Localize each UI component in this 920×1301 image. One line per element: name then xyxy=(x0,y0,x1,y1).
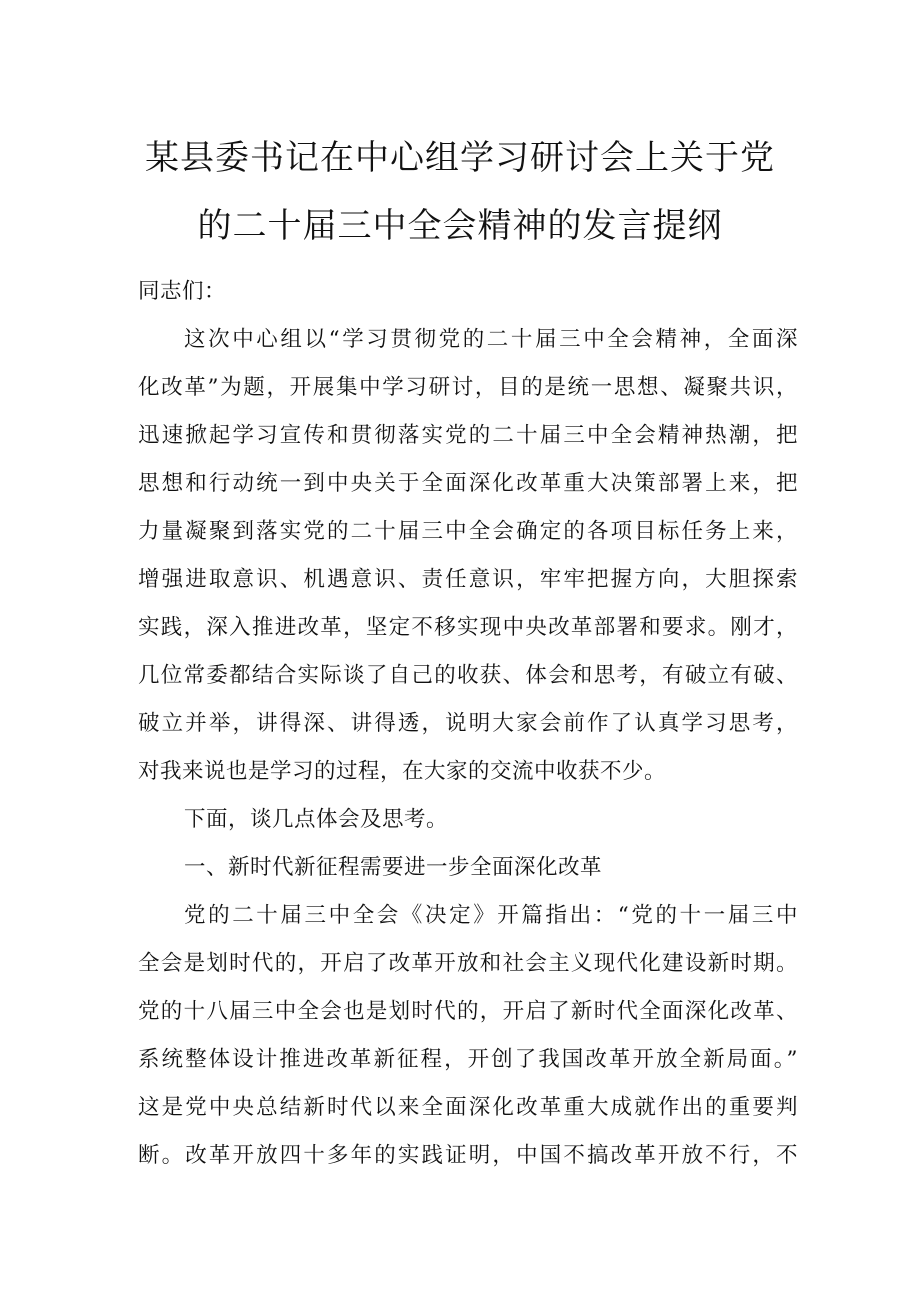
section-heading-1: 一、新时代新征程需要进一步全面深化改革 xyxy=(184,855,603,880)
paragraph-3-line: 党的十八届三中全会也是划时代的，开启了新时代全面深化改革、 xyxy=(138,999,798,1024)
paragraph-3-line: 全会是划时代的，开启了改革开放和社会主义现代化建设新时期。 xyxy=(138,951,798,976)
paragraph-1-line: 迅速掀起学习宣传和贯彻落实党的二十届三中全会精神热潮，把 xyxy=(138,423,798,448)
paragraph-1-line: 破立并举，讲得深、讲得透，说明大家会前作了认真学习思考， xyxy=(138,711,798,736)
paragraph-3-line: 这是党中央总结新时代以来全面深化改革重大成就作出的重要判 xyxy=(138,1095,798,1120)
document-title-line-2: 的二十届三中全会精神的发言提纲 xyxy=(197,206,723,246)
paragraph-3-line: 党的二十届三中全会《决定》开篇指出：“党的十一届三中 xyxy=(184,903,798,928)
paragraph-1-line: 实践，深入推进改革，坚定不移实现中央改革部署和要求。刚才， xyxy=(138,615,798,640)
paragraph-1-line: 这次中心组以“学习贯彻党的二十届三中全会精神，全面深 xyxy=(184,327,798,352)
paragraph-1-line: 思想和行动统一到中央关于全面深化改革重大决策部署上来，把 xyxy=(138,471,798,496)
paragraph-2: 下面，谈几点体会及思考。 xyxy=(184,807,449,832)
paragraph-1-line: 化改革”为题，开展集中学习研讨，目的是统一思想、凝聚共识， xyxy=(138,375,798,400)
paragraph-3-line: 系统整体设计推进改革新征程，开创了我国改革开放全新局面。” xyxy=(138,1047,798,1072)
paragraph-1-line: 对我来说也是学习的过程，在大家的交流中收获不少。 xyxy=(138,759,667,784)
document-title-line-1: 某县委书记在中心组学习研讨会上关于党 xyxy=(145,138,775,178)
paragraph-1-line: 几位常委都结合实际谈了自己的收获、体会和思考，有破立有破、 xyxy=(138,663,798,688)
paragraph-1-line: 力量凝聚到落实党的二十届三中全会确定的各项目标任务上来， xyxy=(138,519,798,544)
paragraph-3-line: 断。改革开放四十多年的实践证明，中国不搞改革开放不行，不 xyxy=(138,1143,798,1168)
salutation: 同志们： xyxy=(138,279,227,304)
paragraph-1-line: 增强进取意识、机遇意识、责任意识，牢牢把握方向，大胆探索 xyxy=(138,567,798,592)
